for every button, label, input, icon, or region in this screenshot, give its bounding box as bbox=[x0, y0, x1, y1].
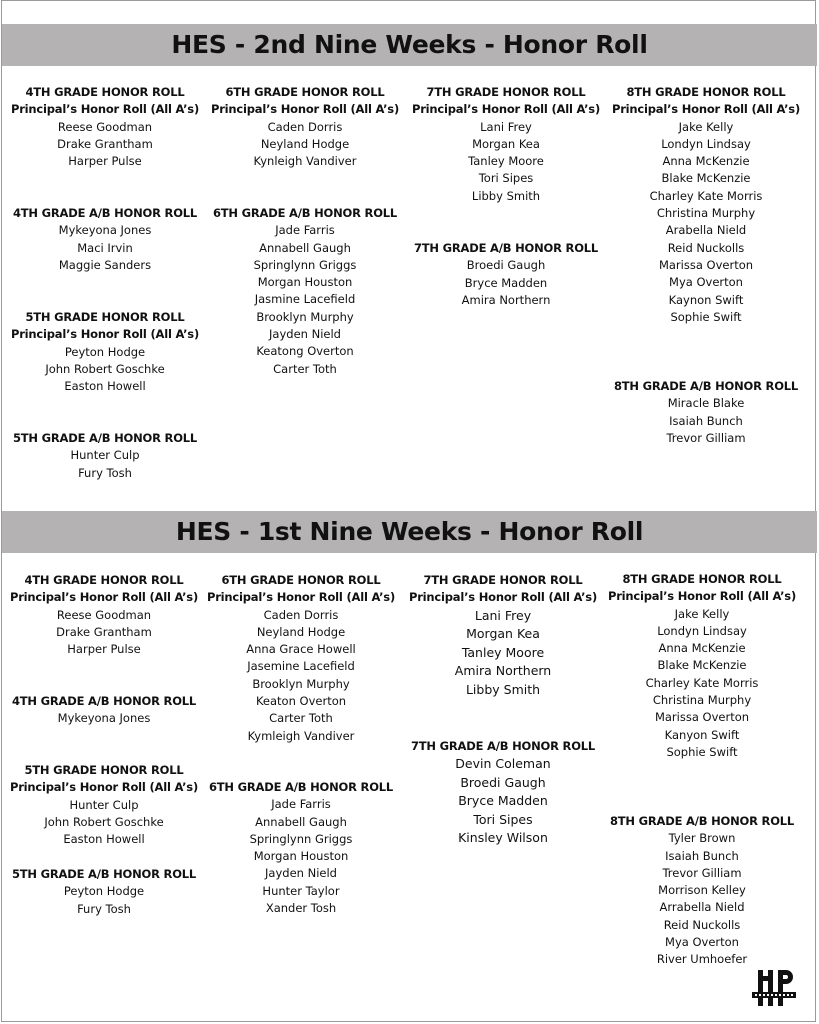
section-2-title: HES - 1st Nine Weeks - Honor Roll bbox=[2, 511, 817, 553]
student-name: Morgan Kea bbox=[466, 626, 540, 642]
student-name: Caden Dorris bbox=[267, 119, 343, 134]
s1-8th-honor-roll bbox=[610, 84, 802, 326]
student-name: Reid Nuckolls bbox=[667, 240, 745, 255]
group-subheading: Principal’s Honor Roll (All A’s) bbox=[408, 590, 598, 605]
student-name: Blake McKenzie bbox=[661, 171, 751, 186]
student-name: Tanley Moore bbox=[461, 644, 545, 660]
student-name: Mya Overton bbox=[665, 935, 739, 950]
group-heading: 5TH GRADE A/B HONOR ROLL bbox=[11, 867, 197, 881]
student-name: Jayden Nield bbox=[265, 866, 337, 881]
student-name: Blake McKenzie bbox=[657, 658, 747, 673]
group-heading: 8TH GRADE HONOR ROLL bbox=[626, 85, 786, 99]
student-name: Springlynn Griggs bbox=[249, 831, 353, 846]
s2-7th-honor-roll bbox=[402, 572, 604, 699]
group-heading: 8TH GRADE A/B HONOR ROLL bbox=[609, 814, 795, 828]
student-name: Morrison Kelley bbox=[658, 883, 746, 898]
student-name: Reese Goodman bbox=[56, 607, 152, 622]
student-name: Springlynn Griggs bbox=[253, 257, 357, 272]
group-heading: 7TH GRADE HONOR ROLL bbox=[426, 85, 586, 99]
student-name: Broedi Gaugh bbox=[466, 258, 546, 273]
student-name: Kynleigh Vandiver bbox=[253, 154, 357, 169]
student-name: Easton Howell bbox=[64, 379, 146, 394]
student-name: Neyland Hodge bbox=[260, 136, 350, 151]
s2-8th-ab-honor-roll bbox=[606, 813, 798, 969]
student-name: Maci Irvin bbox=[77, 240, 133, 255]
student-name: Trevor Gilliam bbox=[662, 865, 742, 880]
student-name: Anna McKenzie bbox=[658, 641, 746, 656]
s1-8th-ab-honor-roll bbox=[610, 378, 802, 447]
student-name: Jake Kelly bbox=[674, 606, 730, 621]
student-name: Neyland Hodge bbox=[256, 624, 346, 639]
student-name: John Robert Goschke bbox=[44, 814, 164, 829]
student-name: Hunter Culp bbox=[70, 448, 140, 463]
student-name: Isaiah Bunch bbox=[669, 413, 743, 428]
student-name: Anna McKenzie bbox=[662, 154, 750, 169]
student-name: Tori Sipes bbox=[478, 171, 534, 186]
group-heading: 8TH GRADE HONOR ROLL bbox=[622, 572, 782, 586]
student-name: Harper Pulse bbox=[67, 642, 141, 657]
student-name: Harper Pulse bbox=[68, 154, 142, 169]
group-heading: 5TH GRADE HONOR ROLL bbox=[25, 310, 185, 324]
s2-5th-honor-roll bbox=[8, 762, 200, 848]
student-name: Broedi Gaugh bbox=[460, 774, 546, 790]
student-name: Drake Grantham bbox=[57, 136, 153, 151]
student-name: Arrabella Nield bbox=[659, 900, 745, 915]
s1-5th-honor-roll bbox=[10, 309, 200, 395]
student-name: Sophie Swift bbox=[666, 744, 738, 759]
group-heading: 4TH GRADE HONOR ROLL bbox=[24, 573, 184, 587]
student-name: Amira Northern bbox=[454, 663, 552, 679]
student-name: Annabell Gaugh bbox=[255, 814, 347, 829]
group-subheading: Principal’s Honor Roll (All A’s) bbox=[210, 102, 400, 117]
student-name: John Robert Goschke bbox=[45, 361, 165, 376]
group-subheading: Principal’s Honor Roll (All A’s) bbox=[9, 590, 199, 605]
student-name: Jasmine Lacefield bbox=[254, 292, 356, 307]
publisher-logo bbox=[752, 968, 796, 1008]
student-name: Drake Grantham bbox=[56, 624, 152, 639]
group-heading: 6TH GRADE A/B HONOR ROLL bbox=[212, 206, 398, 220]
student-name: Lani Frey bbox=[474, 607, 532, 623]
student-name: Kinsley Wilson bbox=[458, 830, 548, 846]
s2-5th-ab-honor-roll bbox=[8, 866, 200, 918]
group-subheading: Principal’s Honor Roll (All A’s) bbox=[607, 589, 797, 604]
student-name: Lani Frey bbox=[480, 119, 532, 134]
student-name: Keatong Overton bbox=[256, 344, 354, 359]
student-name: Devin Coleman bbox=[455, 756, 551, 772]
student-name: Easton Howell bbox=[63, 832, 145, 847]
group-subheading: Principal’s Honor Roll (All A’s) bbox=[411, 102, 601, 117]
s2-4th-honor-roll bbox=[8, 572, 200, 658]
student-name: Isaiah Bunch bbox=[665, 848, 739, 863]
group-heading: 4TH GRADE HONOR ROLL bbox=[25, 85, 185, 99]
student-name: Tanley Moore bbox=[468, 154, 544, 169]
student-name: Trevor Gilliam bbox=[666, 430, 746, 445]
group-heading: 7TH GRADE A/B HONOR ROLL bbox=[413, 241, 599, 255]
group-subheading: Principal’s Honor Roll (All A’s) bbox=[611, 102, 801, 117]
group-heading: 4TH GRADE A/B HONOR ROLL bbox=[12, 206, 198, 220]
group-heading: 4TH GRADE A/B HONOR ROLL bbox=[11, 694, 197, 708]
s2-6th-ab-honor-roll bbox=[205, 779, 397, 917]
group-subheading: Principal’s Honor Roll (All A’s) bbox=[9, 780, 199, 795]
student-name: Mykeyona Jones bbox=[58, 223, 152, 238]
s2-8th-honor-roll bbox=[606, 571, 798, 761]
student-name: Carter Toth bbox=[269, 711, 333, 726]
group-subheading: Principal’s Honor Roll (All A’s) bbox=[10, 327, 200, 342]
student-name: Keaton Overton bbox=[255, 694, 347, 709]
group-heading: 6TH GRADE HONOR ROLL bbox=[221, 573, 381, 587]
student-name: Jade Farris bbox=[271, 797, 331, 812]
s1-6th-honor-roll bbox=[210, 84, 400, 170]
student-name: Maggie Sanders bbox=[58, 257, 152, 272]
section-1-title: HES - 2nd Nine Weeks - Honor Roll bbox=[2, 24, 817, 66]
student-name: Christina Murphy bbox=[652, 693, 752, 708]
student-name: Sophie Swift bbox=[670, 309, 742, 324]
group-heading: 7TH GRADE HONOR ROLL bbox=[423, 573, 583, 587]
s1-7th-honor-roll bbox=[410, 84, 602, 205]
student-name: Londyn Lindsay bbox=[657, 623, 747, 638]
s1-6th-ab-honor-roll bbox=[210, 205, 400, 378]
student-name: Kanyon Swift bbox=[664, 727, 740, 742]
group-heading: 8TH GRADE A/B HONOR ROLL bbox=[613, 379, 799, 393]
student-name: Bryce Madden bbox=[464, 275, 548, 290]
student-name: Peyton Hodge bbox=[63, 884, 145, 899]
student-name: Morgan Houston bbox=[253, 849, 349, 864]
s1-7th-ab-honor-roll bbox=[410, 240, 602, 309]
group-heading: 5TH GRADE A/B HONOR ROLL bbox=[12, 431, 198, 445]
group-subheading: Principal’s Honor Roll (All A’s) bbox=[206, 590, 396, 605]
student-name: Marissa Overton bbox=[654, 710, 750, 725]
s2-6th-honor-roll bbox=[205, 572, 397, 745]
student-name: Tyler Brown bbox=[668, 831, 736, 846]
student-name: Charley Kate Morris bbox=[649, 188, 763, 203]
student-name: Jade Farris bbox=[275, 223, 335, 238]
student-name: Mya Overton bbox=[669, 275, 743, 290]
group-subheading: Principal’s Honor Roll (All A’s) bbox=[10, 102, 200, 117]
group-heading: 5TH GRADE HONOR ROLL bbox=[24, 763, 184, 777]
student-name: Miracle Blake bbox=[667, 396, 745, 411]
student-name: Fury Tosh bbox=[78, 465, 132, 480]
student-name: Jake Kelly bbox=[678, 119, 734, 134]
student-name: Tori Sipes bbox=[473, 811, 533, 827]
student-name: Peyton Hodge bbox=[64, 344, 146, 359]
student-name: Xander Tosh bbox=[265, 901, 337, 916]
student-name: Mykeyona Jones bbox=[57, 711, 151, 726]
student-name: Morgan Houston bbox=[257, 275, 353, 290]
group-heading: 6TH GRADE HONOR ROLL bbox=[225, 85, 385, 99]
student-name: Brooklyn Murphy bbox=[256, 309, 354, 324]
student-name: Marissa Overton bbox=[658, 257, 754, 272]
student-name: Hunter Taylor bbox=[262, 883, 340, 898]
student-name: Kaynon Swift bbox=[668, 292, 744, 307]
student-name: Fury Tosh bbox=[77, 901, 131, 916]
student-name: Reese Goodman bbox=[57, 119, 153, 134]
group-heading: 7TH GRADE A/B HONOR ROLL bbox=[410, 739, 596, 753]
student-name: Londyn Lindsay bbox=[661, 136, 751, 151]
student-name: Hunter Culp bbox=[69, 797, 139, 812]
s2-4th-ab-honor-roll bbox=[8, 693, 200, 728]
s2-7th-ab-honor-roll bbox=[402, 738, 604, 848]
student-name: River Umhoefer bbox=[656, 952, 748, 967]
s1-4th-ab-honor-roll bbox=[10, 205, 200, 274]
student-name: Caden Dorris bbox=[263, 607, 339, 622]
s1-4th-honor-roll bbox=[10, 84, 200, 170]
student-name: Annabell Gaugh bbox=[259, 240, 351, 255]
student-name: Charley Kate Morris bbox=[645, 675, 759, 690]
student-name: Arabella Nield bbox=[665, 223, 747, 238]
student-name: Jasemine Lacefield bbox=[247, 659, 355, 674]
student-name: Kymleigh Vandiver bbox=[247, 728, 355, 743]
student-name: Brooklyn Murphy bbox=[252, 676, 350, 691]
student-name: Bryce Madden bbox=[458, 793, 548, 809]
student-name: Jayden Nield bbox=[269, 327, 341, 342]
student-name: Libby Smith bbox=[465, 681, 541, 697]
student-name: Amira Northern bbox=[461, 292, 551, 307]
student-name: Anna Grace Howell bbox=[246, 642, 356, 657]
student-name: Christina Murphy bbox=[656, 206, 756, 221]
student-name: Libby Smith bbox=[471, 188, 541, 203]
s1-5th-ab-honor-roll bbox=[10, 430, 200, 482]
student-name: Reid Nuckolls bbox=[663, 917, 741, 932]
student-name: Morgan Kea bbox=[472, 136, 540, 151]
group-heading: 6TH GRADE A/B HONOR ROLL bbox=[208, 780, 394, 794]
student-name: Carter Toth bbox=[273, 361, 337, 376]
